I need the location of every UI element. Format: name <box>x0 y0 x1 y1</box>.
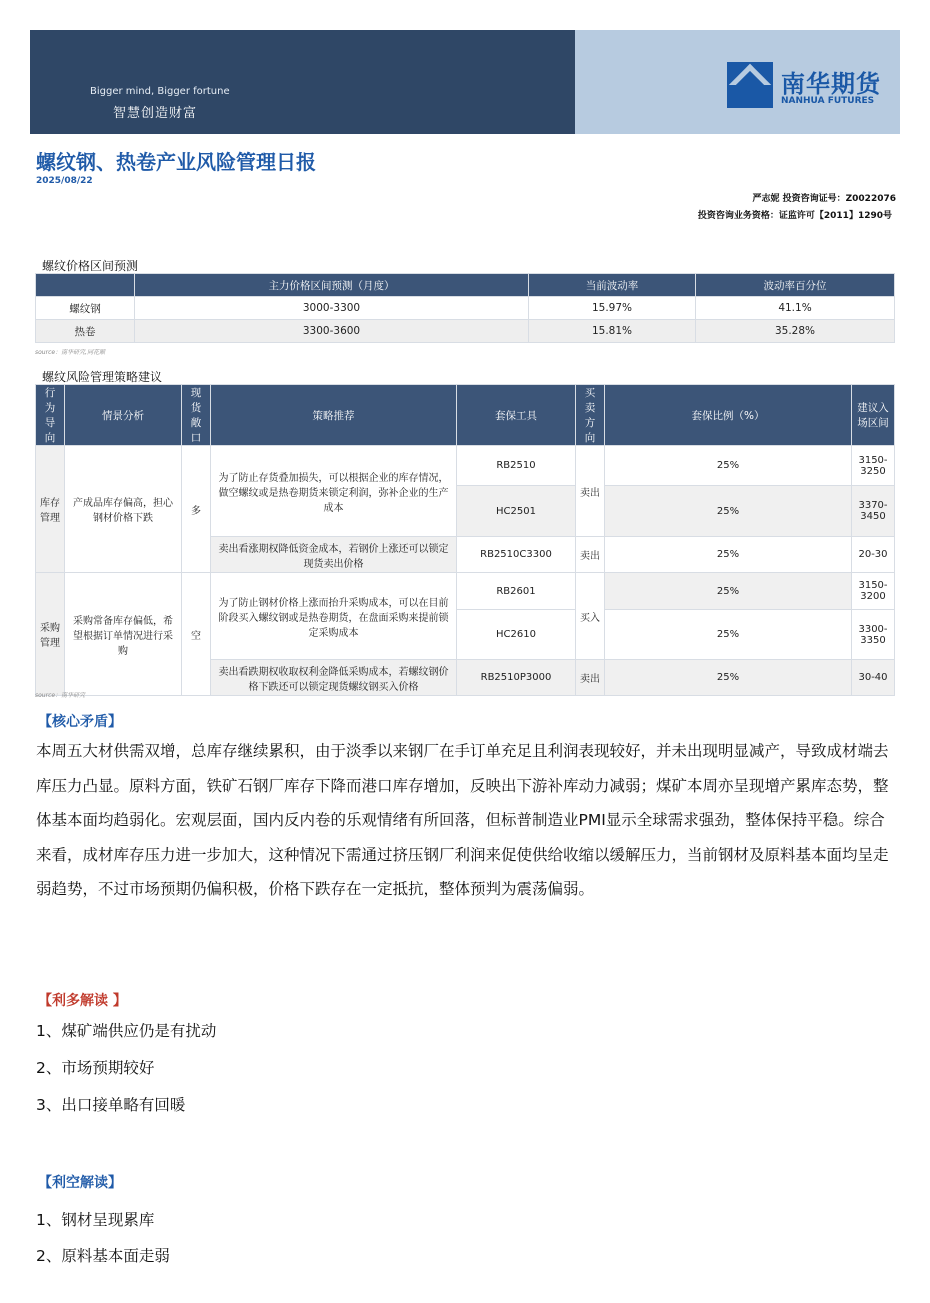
ratio-cell: 25% <box>605 486 852 537</box>
core-heading: 【核心矛盾】 <box>38 714 122 730</box>
table-header-cell: 套保比例（%） <box>605 385 852 446</box>
strategy-cell: 卖出看涨期权降低资金成本，若钢价上涨还可以锁定现货卖出价格 <box>211 537 457 573</box>
direction-cell: 采购管理 <box>36 573 65 696</box>
table-header-cell: 情景分析 <box>65 385 182 446</box>
table-cell: 15.81% <box>529 320 696 343</box>
range-cell: 3300-3350 <box>852 610 895 660</box>
price-table-label: 螺纹价格区间预测 <box>42 259 139 273</box>
table-header-cell: 建议入场区间 <box>852 385 895 446</box>
table-cell: 3000-3300 <box>135 297 529 320</box>
table-row <box>36 297 895 320</box>
range-cell: 3150-3250 <box>852 446 895 486</box>
price-forecast-table <box>35 273 895 343</box>
table-header-cell: 当前波动率 <box>529 274 696 297</box>
core-paragraph: 本周五大材供需双增，总库存继续累积，由于淡季以来钢厂在手订单充足且利润表现较好，并未出现明显减产，导致成材端去库压力凸显。原料方面，铁矿石钢厂库存下降而港口库存增加，反映出下游补库动力减弱；煤矿本周亦呈现增产累库态势，整体基本面均趋弱化。宏观层面，国内反内卷的乐观情绪有所回落，但标普制造业PMI显示全球需求强劲，整体保持平稳。综合来看，成材库存压力进一步加大，这种情况下需通过挤压钢厂利润来促使供给收缩以缓解压力，当前钢材及原料基本面均呈走弱趋势，不过市场预期仍偏积极，价格下跌存在一定抵抗，整体预判为震荡偏弱。 <box>36 742 889 898</box>
table-header-cell: 主力价格区间预测（月度） <box>135 274 529 297</box>
ratio-cell: 25% <box>605 610 852 660</box>
ratio-cell: 25% <box>605 573 852 610</box>
bullish-item: 1、煤矿端供应仍是有扰动 <box>36 1022 217 1040</box>
table-header-cell: 策略推荐 <box>211 385 457 446</box>
report-title: 螺纹钢、热卷产业风险管理日报 <box>36 150 316 174</box>
tool-cell: HC2501 <box>457 486 576 537</box>
logo-text-cn: 南华期货 <box>781 70 881 98</box>
tool-cell: RB2510 <box>457 446 576 486</box>
nanhua-logo <box>727 62 887 110</box>
side-cell: 卖出 <box>576 446 605 537</box>
price-table-source: source：南华研究,同花顺 <box>35 349 105 356</box>
strategy-table-source: source：南华研究 <box>35 692 86 699</box>
side-cell: 卖出 <box>576 537 605 573</box>
license-credential: 投资咨询业务资格：证监许可【2011】1290号 <box>697 211 892 221</box>
table-row <box>36 320 895 343</box>
header-banner <box>30 30 900 134</box>
table-header-cell: 行为导向 <box>36 385 65 446</box>
strategy-table <box>35 384 895 696</box>
table-cell: 35.28% <box>696 320 895 343</box>
table-header-row <box>36 385 895 446</box>
scenario-cell: 产成品库存偏高，担心钢材价格下跌 <box>65 446 182 573</box>
side-cell: 买入 <box>576 573 605 660</box>
bullish-item: 3、出口接单略有回暖 <box>36 1096 186 1114</box>
table-cell: 热卷 <box>36 320 135 343</box>
strategy-cell: 卖出看跌期权收取权利金降低采购成本，若螺纹钢价格下跌还可以锁定现货螺纹钢买入价格 <box>211 660 457 696</box>
strategy-table-label: 螺纹风险管理策略建议 <box>42 370 163 384</box>
slogan-chinese: 智慧创造财富 <box>113 106 198 121</box>
direction-cell: 库存管理 <box>36 446 65 573</box>
tool-cell: RB2510P3000 <box>457 660 576 696</box>
range-cell: 20-30 <box>852 537 895 573</box>
slogan-english: Bigger mind, Bigger fortune <box>90 86 230 97</box>
range-cell: 3370-3450 <box>852 486 895 537</box>
bullish-item: 2、市场预期较好 <box>36 1059 155 1077</box>
table-header-cell: 套保工具 <box>457 385 576 446</box>
table-row <box>36 446 895 486</box>
table-header-cell: 买卖方向 <box>576 385 605 446</box>
tool-cell: RB2510C3300 <box>457 537 576 573</box>
bearish-heading: 【利空解读】 <box>38 1175 122 1191</box>
strategy-cell: 为了防止存货叠加损失，可以根据企业的库存情况，做空螺纹或是热卷期货来锁定利润，弥补企业的生产成本 <box>211 446 457 537</box>
bearish-item: 2、原料基本面走弱 <box>36 1247 170 1265</box>
side-cell: 卖出 <box>576 660 605 696</box>
table-row <box>36 573 895 610</box>
ratio-cell: 25% <box>605 446 852 486</box>
tool-cell: RB2601 <box>457 573 576 610</box>
report-date: 2025/08/22 <box>36 176 93 186</box>
bearish-item: 1、钢材呈现累库 <box>36 1211 155 1229</box>
tool-cell: HC2610 <box>457 610 576 660</box>
exposure-cell: 多 <box>182 446 211 573</box>
exposure-cell: 空 <box>182 573 211 696</box>
strategy-cell: 为了防止钢材价格上涨而抬升采购成本，可以在目前阶段买入螺纹钢或是热卷期货，在盘面采购来提前锁定采购成本 <box>211 573 457 660</box>
author-credential: 严志妮 投资咨询证号：Z0022076 <box>752 194 896 204</box>
table-cell: 41.1% <box>696 297 895 320</box>
table-cell: 螺纹钢 <box>36 297 135 320</box>
range-cell: 3150-3200 <box>852 573 895 610</box>
bullish-heading: 【利多解读 】 <box>38 993 127 1009</box>
table-header-row <box>36 274 895 297</box>
scenario-cell: 采购常备库存偏低，希望根据订单情况进行采购 <box>65 573 182 696</box>
logo-mark-icon <box>727 62 773 108</box>
ratio-cell: 25% <box>605 660 852 696</box>
ratio-cell: 25% <box>605 537 852 573</box>
table-header-cell: 现货敞口 <box>182 385 211 446</box>
table-header-cell <box>36 274 135 297</box>
table-cell: 15.97% <box>529 297 696 320</box>
logo-text-en: NANHUA FUTURES <box>781 96 875 106</box>
range-cell: 30-40 <box>852 660 895 696</box>
table-cell: 3300-3600 <box>135 320 529 343</box>
table-header-cell: 波动率百分位 <box>696 274 895 297</box>
